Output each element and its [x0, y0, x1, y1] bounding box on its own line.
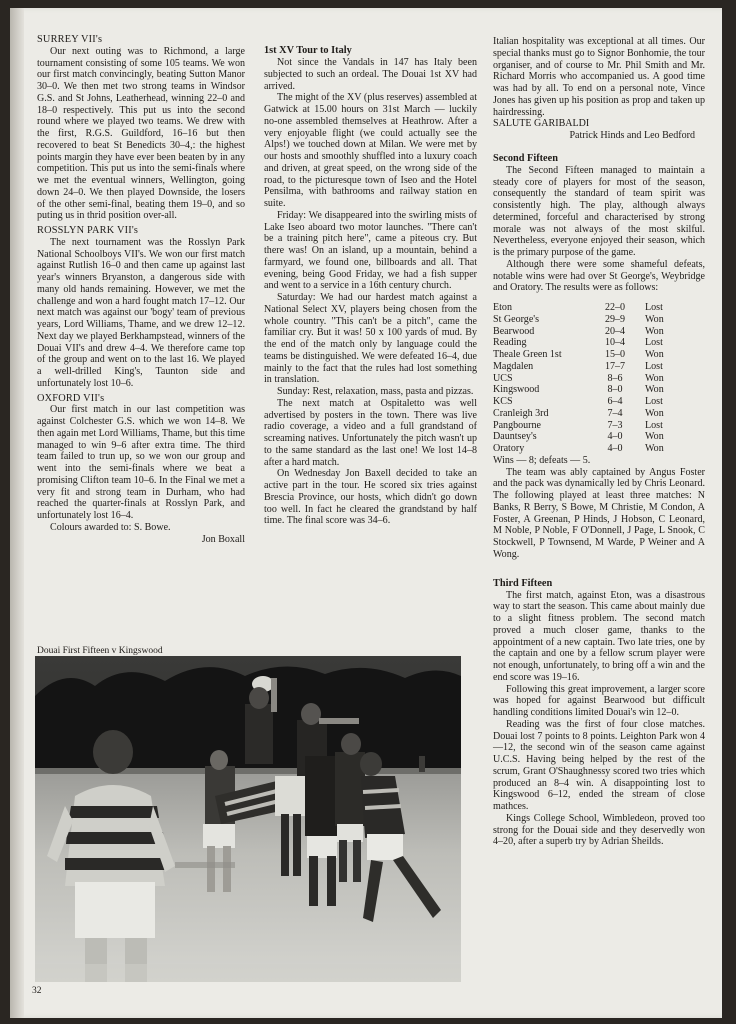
result-score: 4–0 — [607, 443, 623, 454]
result-score: 15–0 — [604, 349, 626, 360]
italy-p1: Not since the Vandals in 147 has Italy been subjected to such an ordeal. The Douai 1st XV had arrived. — [264, 57, 477, 92]
italy-p2: The might of the XV (plus reserves) assembled at Gatwick at 15.00 hours on 31st March — luckily no-one assembled themselves at Heathrow. After a very enjoyable flight (we could actually see the Alps!) we touched down at Milan. We were met by our hosts and smoothly shuffled into a luxury coach and driven, at great speed, on the wrong side of the road, to the picturesque town of Iseo and the Hotel Pensilma, with bathrooms and railway station en suite. — [264, 92, 477, 209]
result-score: 6–4 — [607, 396, 623, 407]
italy-p7: On Wednesday Jon Baxell decided to take an active part in the tour. He scored six tries against Brescia Province, our hosts, which didn't go down too well. In fact he cleared the grandstand by half time. The final score was 34–6. — [264, 468, 477, 527]
result-row — [493, 408, 695, 420]
result-row — [493, 373, 695, 385]
result-team: Magdalen — [493, 360, 534, 372]
result-score: 8–6 — [607, 372, 623, 384]
result-team: Cranleigh 3rd — [493, 407, 549, 419]
result-team: Eton — [493, 302, 512, 313]
tour-end-text: Italian hospitality was exceptional at all times. Our special thanks must go to Signor Bonhomie, the tour organiser, and of course to Mr. Phil Smith and Mr. Richard Morris who accompanied us. A good time was had by all. To end on a personal note, Vince Jones has given up his position as prop and taken up hairdressing. — [493, 36, 705, 118]
third-p2: Following this great improvement, a larger score was hoped for against Bearwood but difficult handling conditions limited Douai's win 12–0. — [493, 683, 705, 718]
result-row — [493, 349, 695, 361]
page-spine — [10, 8, 24, 1018]
italy-p3: Friday: We disappeared into the swirling mists of Lake Iseo aboard two motor launches. "There can't be a training pitch here", came a piteous cry. But there was! On an island, up a mountain, behind a farmyard, we found one, billboards and all. That evening, being Good Friday, we had a fish supper and went to a service in a 16th century church. — [264, 209, 477, 292]
result-outcome: Lost — [645, 302, 663, 313]
column-middle — [264, 44, 477, 527]
result-row — [493, 337, 695, 349]
third-fifteen-heading: Third Fifteen — [493, 577, 553, 589]
result-team: St George's — [493, 313, 539, 325]
result-score: 7–3 — [607, 419, 623, 431]
result-outcome: Won — [645, 384, 664, 396]
third-p4: Kings College School, Wimbledeon, proved too strong for the Douai side and they deservedly won 4–20, after a superb try by Adrian Sheilds. — [493, 812, 705, 848]
surrey-text: Our next outing was to Richmond, a large tournament consisting of some 105 teams. We won our first match convincingly, beating Sutton Manor 30–0. We then met two strong teams in Windsor G.S. and St Johns, Leatherhead, winning 22–0 and 18–0 respectively. This put us into the second round where we played two teams. We drew with the first, R.G.S. Guildford, 16–16 but then recovered to beat St Benedicts 30–4,: the highest points margin they have ever been beaten by in any competition. This put us into the semi-finals where we met the eventual winners, Wellington, going down 24–0. We then played Downside, the losers of the other semi-final, beating them 19–0, and so puting us in thrid position over-all. — [37, 45, 245, 222]
italy-p5: Sunday: Rest, relaxation, mass, pasta and pizzas. — [277, 386, 474, 397]
result-team: Pangbourne — [493, 419, 541, 431]
result-outcome: Won — [645, 407, 664, 419]
result-outcome: Lost — [645, 396, 663, 407]
result-team: Dauntsey's — [493, 431, 537, 443]
salute-line: SALUTE GARIBALDI — [493, 118, 590, 130]
oxford-heading: OXFORD VII's — [37, 392, 105, 404]
column-left — [37, 34, 245, 545]
result-outcome: Won — [645, 431, 664, 443]
result-team: Bearwood — [493, 325, 535, 337]
result-row — [493, 396, 695, 408]
third-p3: Reading was the first of four close matches. Douai lost 7 points to 8 points. Leighton Park won 4—12, the second win of the season came against U.C.S. Having being helped by the rest of the scrum, Grant O'Shaughnessy scored two tries which produced an 8–4 win. A disappointing lost to Kingswood 6–12, ended the stream of close mathces. — [493, 718, 705, 812]
result-outcome: Won — [645, 349, 664, 360]
result-row — [493, 314, 695, 326]
result-score: 20–4 — [604, 325, 626, 337]
result-row — [493, 326, 695, 338]
result-outcome: Lost — [645, 360, 663, 372]
column-right — [493, 36, 705, 848]
second-p3: The team was ably captained by Angus Foster and the pack was dynamically led by Chris Leonard. The following played at least three matches: N Banks, R Berry, S Bowe, M Christie, M Condon, A Foster, A Greenan, P Hinds, J Hobson, C Leonard, M Noble, P Noble, F O'Donnell, J Page, L Snook, C Stockwell, P Townsend, M Warde, P Weiner and A Wong. — [493, 466, 705, 560]
results-table — [493, 302, 695, 455]
result-row — [493, 431, 695, 443]
tour-signature: Patrick Hinds and Leo Bedford — [569, 130, 695, 141]
result-row — [493, 420, 695, 432]
second-fifteen-heading: Second Fifteen — [493, 152, 558, 164]
oxford-text: Our first match in our last competition was against Colchester G.S. which we won 14–8. We then again met Lord Williams, Thame, but this time managed to win 9–6 after extra time. The third team failed to trun up, so we won our group and went into the semi-finals where we beat a promising Clifton team 10–6. In the Final we met a very fit and strong team in Durham, who had reached the quarter-finals at Rosslyn Park, and unfortunately lost 16–4. — [37, 404, 245, 521]
result-score: 17–7 — [604, 360, 626, 372]
result-team: Reading — [493, 337, 527, 349]
photo-caption: Douai First Fifteen v Kingswood — [37, 646, 163, 656]
result-outcome: Lost — [645, 337, 663, 349]
result-row — [493, 302, 695, 314]
results-summary: Wins — 8; defeats — 5. — [493, 454, 591, 466]
result-outcome: Lost — [645, 419, 663, 431]
result-outcome: Won — [645, 325, 664, 337]
result-score: 10–4 — [604, 337, 626, 349]
result-score: 29–9 — [604, 313, 626, 325]
third-p1: The first match, against Eton, was a disastrous way to start the season. This came about mainly due to a slight fitness problem. The second match proved a much closer game, thanks to the appointment of a new captain. Two late tries, one by the captain and one by a fellow scrum player were not enough, unfortunately, to bring off a win and the end score was 19–16. — [493, 589, 705, 683]
result-team: Kingswood — [493, 384, 540, 396]
result-score: 8–0 — [607, 384, 623, 396]
italy-p4: Saturday: We had our hardest match against a National Select XV, players being chosen from the whole country. "This can't be a pitch", came the familiar cry. But it was! 50 x 100 yards of mud. By the end of the match only by language could the teams be distinguished. We were defeated 16–4, due mainly to the fact that the rules had lost something in translation. — [264, 292, 477, 386]
result-team: KCS — [493, 396, 513, 407]
rugby-lineout-photo — [35, 656, 461, 982]
result-team: Oratory — [493, 443, 525, 454]
italy-tour-heading: 1st XV Tour to Italy — [264, 45, 352, 56]
result-score: 7–4 — [607, 407, 623, 419]
result-row — [493, 384, 695, 396]
result-outcome: Won — [645, 443, 664, 454]
result-row — [493, 361, 695, 373]
rosslyn-text: The next tournament was the Rosslyn Park National Schoolboys VII's. We won our first match against Rutlish 16–0 and then came up against last year's winners Bryanston, a dangerous side with many old hands remaining. However, we met the challenge and won a hard fought match 17–12. Our next match was against our 'bogy' team of previous years, Lord Williams, Thame, and we drew 12–12. Next day we played Berkhampstead, winners of the Douai VII's and drew 4–4. We therefore came top of the group and went on to the last 16. We played a well-drilled King's, Taunton side and unfortunately lost 10–6. — [37, 236, 245, 389]
result-row — [493, 443, 695, 455]
second-p1: The Second Fifteen managed to maintain a steady core of players for most of the season, consequently the standard of team spirit was consistently high. The play, although always determined, forceful and characterised by strong morale was not always of the most skilful. Nevertheless, everyone enjoyed their season, which is the primary purpose of the game. — [493, 164, 705, 258]
result-outcome: Won — [645, 313, 664, 325]
result-team: Theale Green 1st — [493, 349, 562, 360]
signature-boxall: Jon Boxall — [201, 533, 245, 545]
surrey-heading: SURREY VII's — [37, 34, 103, 45]
result-outcome: Won — [645, 372, 664, 384]
magazine-page — [10, 8, 722, 1018]
rosslyn-heading: ROSSLYN PARK VII's — [37, 225, 139, 236]
colours-text: Colours awarded to: S. Bowe. — [50, 521, 171, 533]
second-p2: Although there were some shameful defeats, notable wins were had over St George's, Weybridge and Oratory. The results were as follows: — [493, 258, 705, 294]
page-number: 32 — [32, 986, 42, 996]
result-team: UCS — [493, 372, 513, 384]
result-score: 4–0 — [607, 431, 623, 443]
result-score: 22–0 — [604, 302, 626, 313]
italy-p6: The next match at Ospitaletto was well advertised by posters in the town. There was live radio coverage, a video and a full grandstand of screaming natives. Unfortunately the pitch wasn't up to the same standard as the last one! We lost 14–8 after a hard match. — [264, 397, 477, 468]
